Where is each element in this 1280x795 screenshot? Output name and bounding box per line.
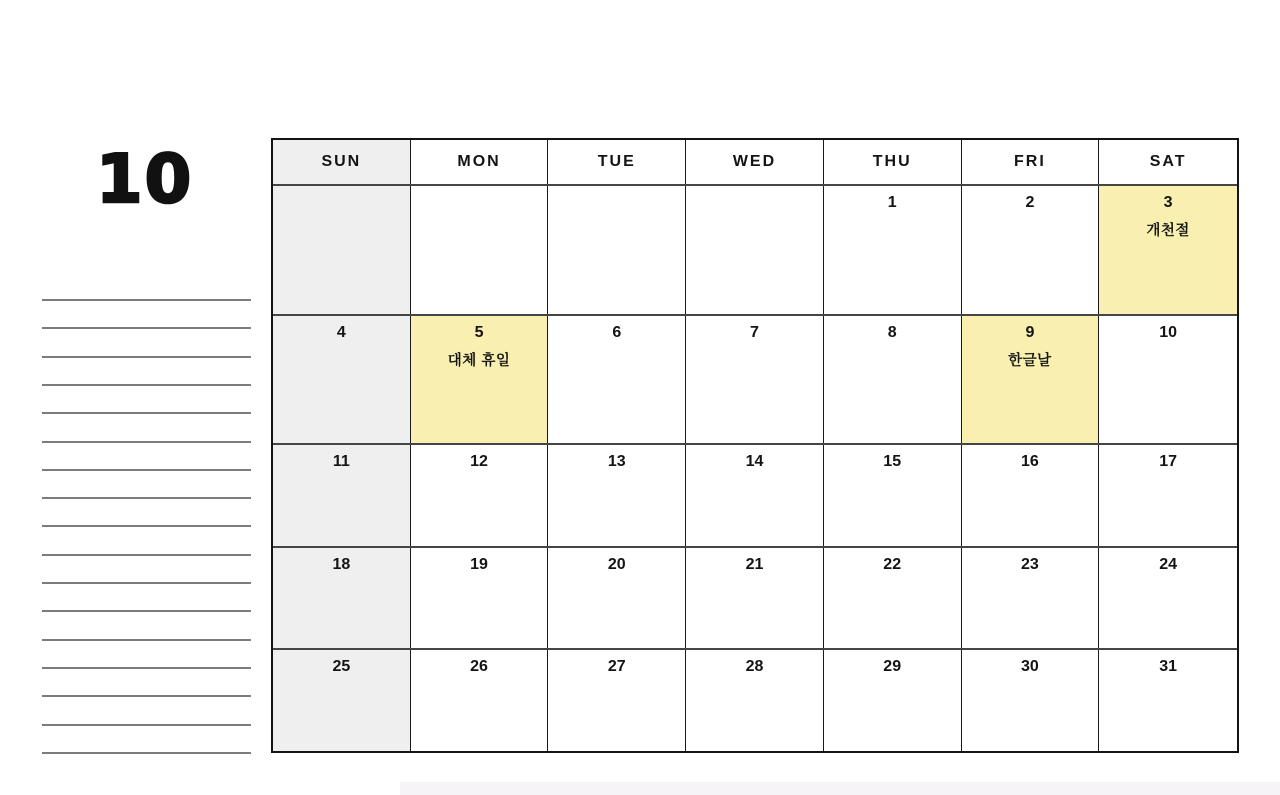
calendar-week-row (273, 648, 1237, 751)
day-number: 24 (1159, 555, 1178, 573)
calendar-week-row (273, 184, 1237, 314)
note-line (42, 639, 251, 641)
day-cell-3 (1099, 186, 1237, 314)
day-cell-20 (548, 548, 686, 649)
day-cell-21 (686, 548, 824, 649)
day-cell-11 (273, 445, 411, 546)
calendar-week-row (273, 546, 1237, 649)
day-number: 16 (1021, 453, 1039, 471)
day-number: 6 (612, 323, 622, 341)
header-tue: TUE (548, 140, 686, 184)
header-thu: THU (824, 140, 962, 184)
note-line (42, 752, 251, 754)
day-cell-19 (411, 548, 549, 649)
calendar-week-row (273, 314, 1237, 444)
day-cell-17 (1099, 445, 1237, 546)
note-line (42, 554, 251, 556)
calendar-table (271, 138, 1239, 753)
note-line (42, 497, 251, 499)
day-number: 17 (1159, 453, 1178, 471)
day-number: 3 (1163, 194, 1173, 211)
day-number: 4 (336, 323, 346, 341)
day-number: 25 (332, 658, 351, 676)
note-line (42, 356, 251, 358)
day-number: 5 (474, 323, 484, 341)
day-number: 18 (332, 555, 351, 573)
day-number: 20 (607, 555, 626, 573)
day-cell-8 (824, 316, 962, 444)
empty-day-cell (411, 186, 549, 314)
note-line (42, 299, 251, 301)
note-line (42, 469, 251, 471)
day-cell-13 (548, 445, 686, 546)
header-mon: MON (411, 140, 549, 184)
day-number: 19 (470, 555, 488, 573)
notes-lines (42, 299, 251, 757)
day-number: 30 (1021, 658, 1039, 676)
empty-day-cell (273, 186, 411, 314)
month-number: 10 (96, 140, 194, 218)
day-number: 13 (607, 453, 626, 471)
note-line (42, 610, 251, 612)
note-line (42, 384, 251, 386)
day-cell-30 (962, 650, 1100, 751)
day-cell-31 (1099, 650, 1237, 751)
day-number: 29 (883, 658, 902, 676)
day-cell-6 (548, 316, 686, 444)
day-number: 27 (607, 658, 626, 676)
day-cell-22 (824, 548, 962, 649)
day-cell-14 (686, 445, 824, 546)
day-number: 21 (745, 555, 764, 573)
day-cell-16 (962, 445, 1100, 546)
calendar-header-row (273, 140, 1237, 184)
day-number: 7 (750, 323, 759, 341)
empty-day-cell (686, 186, 824, 314)
day-cell-15 (824, 445, 962, 546)
day-number: 1 (887, 194, 897, 211)
note-line (42, 724, 251, 726)
day-number: 11 (332, 453, 350, 471)
day-number: 9 (1025, 323, 1035, 341)
day-cell-28 (686, 650, 824, 751)
header-sun: SUN (273, 140, 411, 184)
holiday-label: 개천절 (1146, 223, 1190, 239)
day-cell-1 (824, 186, 962, 314)
day-number: 22 (883, 555, 902, 573)
day-cell-7 (686, 316, 824, 444)
day-number: 10 (1159, 323, 1178, 341)
note-line (42, 441, 251, 443)
holiday-label: 대체 휴일 (447, 352, 511, 369)
day-cell-18 (273, 548, 411, 649)
page-edge-strip (400, 782, 1280, 795)
day-number: 2 (1025, 194, 1035, 211)
day-cell-24 (1099, 548, 1237, 649)
note-line (42, 412, 251, 414)
note-line (42, 327, 251, 329)
day-cell-25 (273, 650, 411, 751)
holiday-label: 한글날 (1008, 352, 1052, 369)
note-line (42, 695, 251, 697)
day-cell-9 (962, 316, 1100, 444)
day-number: 14 (745, 453, 764, 471)
day-number: 26 (470, 658, 488, 676)
header-wed: WED (686, 140, 824, 184)
header-fri: FRI (962, 140, 1100, 184)
day-cell-26 (411, 650, 549, 751)
day-cell-10 (1099, 316, 1237, 444)
day-cell-23 (962, 548, 1100, 649)
day-cell-27 (548, 650, 686, 751)
day-cell-12 (411, 445, 549, 546)
note-line (42, 667, 251, 669)
day-number: 8 (887, 323, 897, 341)
day-cell-4 (273, 316, 411, 444)
day-number: 31 (1159, 658, 1178, 676)
day-number: 12 (470, 453, 488, 471)
note-line (42, 582, 251, 584)
day-number: 23 (1021, 555, 1039, 573)
header-sat: SAT (1099, 140, 1237, 184)
calendar-week-row (273, 443, 1237, 546)
note-line (42, 525, 251, 527)
empty-day-cell (548, 186, 686, 314)
day-number: 15 (883, 453, 902, 471)
day-number: 28 (745, 658, 764, 676)
day-cell-5 (411, 316, 549, 444)
day-cell-29 (824, 650, 962, 751)
day-cell-2 (962, 186, 1100, 314)
